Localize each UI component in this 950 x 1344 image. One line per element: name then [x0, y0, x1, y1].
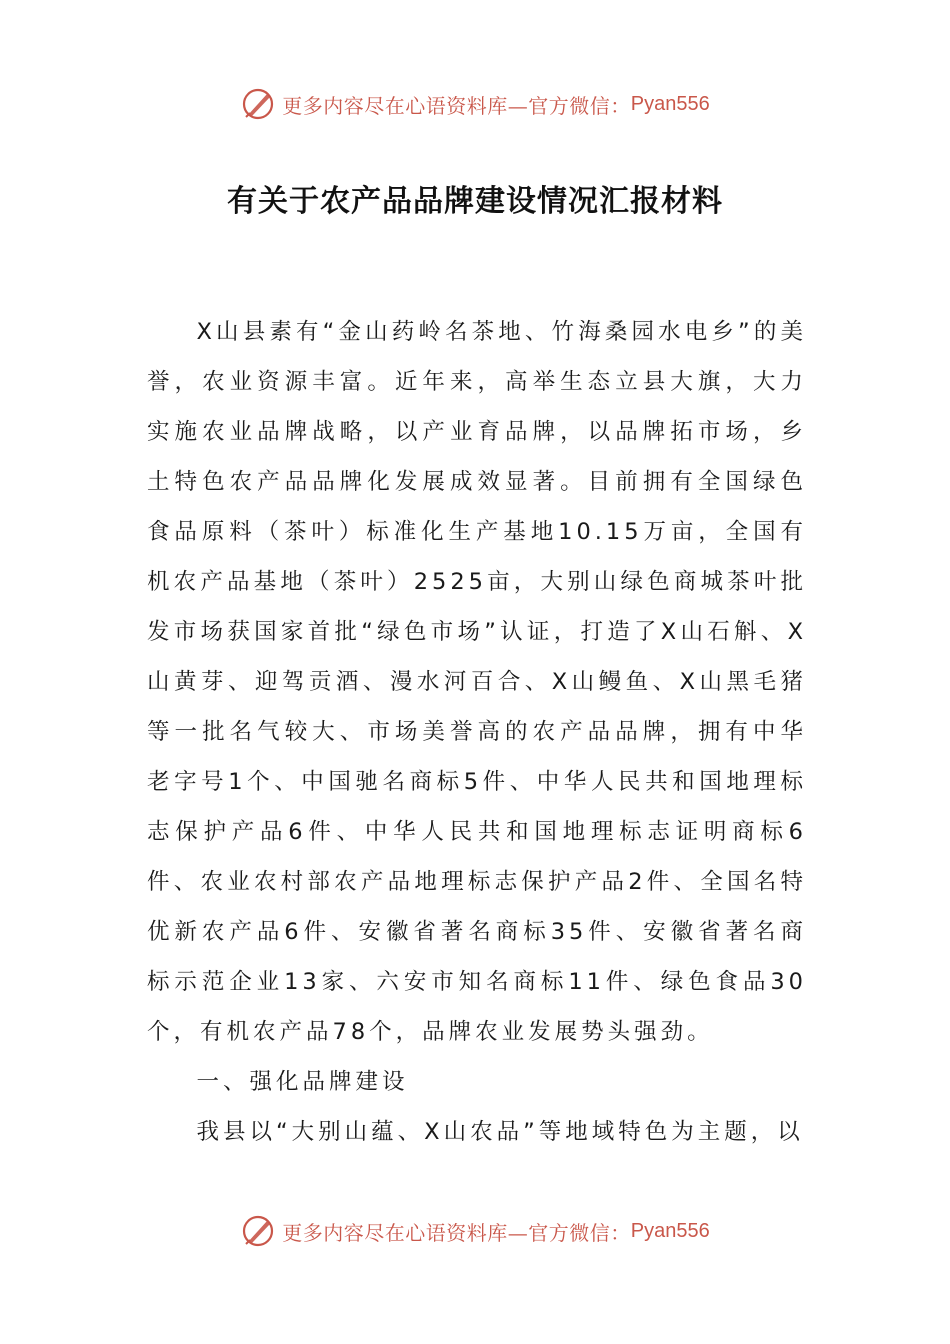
- document-body: [147, 307, 807, 1157]
- watermark-wechat-id: Pyan556: [630, 92, 710, 115]
- quill-logo-icon: [240, 1213, 276, 1249]
- paragraph-intro: X山县素有“金山药岭名茶地、竹海桑园水电乡”的美誉，农业资源丰富。近年来，高举生态立县大旗，大力实施农业品牌战略，以产业育品牌，以品牌拓市场，乡土特色农产品品牌化发展成效显著。目前拥有全国绿色食品原料（茶叶）标准化生产基地10.15万亩，全国有机农产品基地（茶叶）2525亩，大别山绿色商城茶叶批发市场获国家首批“绿色市场”认证，打造了X山石斛、X山黄芽、迎驾贡酒、漫水河百合、X山鳗鱼、X山黑毛猪等一批名气较大、市场美誉高的农产品品牌，拥有中华老字号1个、中国驰名商标5件、中华人民共和国地理标志保护产品6件、中华人民共和国地理标志证明商标6件、农业农村部农产品地理标志保护产品2件、全国名特优新农产品6件、安徽省著名商标35件、安徽省著名商标示范企业13家、六安市知名商标11件、绿色食品30个，有机农产品78个，品牌农业发展势头强劲。: [147, 319, 807, 1045]
- document-title: 有关于农产品品牌建设情况汇报材料: [227, 184, 723, 219]
- quill-logo-icon: [240, 86, 276, 122]
- footer-watermark: [0, 1211, 950, 1251]
- watermark-text: 更多内容尽在心语资料库—官方微信：: [282, 93, 631, 118]
- section-heading: 一、强化品牌建设: [196, 1069, 409, 1095]
- header-watermark: [0, 84, 950, 124]
- paragraph-section-one: 我县以“大别山蕴、X山农品”等地域特色为主题，以: [196, 1119, 804, 1145]
- watermark-text: 更多内容尽在心语资料库—官方微信：: [282, 1220, 631, 1245]
- watermark-wechat-id: Pyan556: [630, 1219, 710, 1242]
